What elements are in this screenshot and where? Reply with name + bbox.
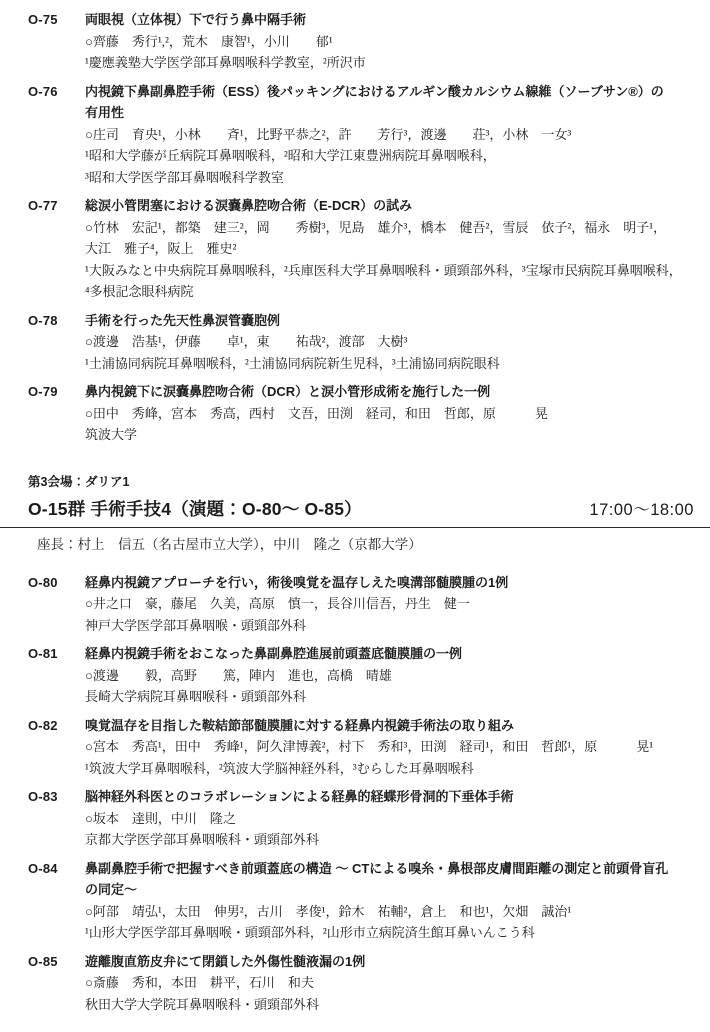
- session-time: 17:00～18:00: [589, 500, 694, 519]
- entry-number: O-83: [28, 789, 58, 804]
- entry-body: [85, 81, 694, 189]
- venue-note: 第3会場：ダリア1: [28, 474, 130, 489]
- entry-number: O-77: [28, 198, 58, 213]
- entry-affiliations-line: ³昭和大学医学部耳鼻咽喉科学教室: [85, 169, 284, 185]
- entry-authors-line: ○庄司 育央¹，小林 斉¹，比野平恭之²，許 芳行³，渡邊 荘³，小林 一女³: [85, 126, 572, 142]
- entry-number: O-84: [28, 860, 58, 876]
- entry-affiliations-line: 秋田大学大学院耳鼻咽喉科・頭頸部外科: [85, 996, 320, 1012]
- entry-title-line: の同定～: [85, 882, 138, 897]
- abstract-entry: [28, 643, 694, 708]
- entry-title-line: 内視鏡下鼻副鼻腔手術（ESS）後パッキングにおけるアルギン酸カルシウム線維（ソーブサン®）の: [85, 83, 664, 99]
- entry-title-line: 鼻副鼻腔手術で把握すべき前頭蓋底の構造 ～ CTによる嗅糸・鼻根部皮膚間距離の測定と前頭骨盲孔: [85, 860, 669, 876]
- entry-affiliations-line: ¹昭和大学藤が丘病院耳鼻咽喉科，²昭和大学江東豊洲病院耳鼻咽喉科，: [85, 148, 496, 163]
- entry-number: O-79: [28, 384, 58, 399]
- entry-title-line: 遊離腹直筋皮弁にて閉鎖した外傷性髄液漏の1例: [85, 953, 366, 969]
- entry-body: [85, 9, 694, 74]
- entry-number: O-85: [28, 953, 58, 969]
- entry-body: [85, 310, 694, 375]
- entry-body: [85, 951, 694, 1016]
- entry-title-line: 嗅覚温存を目指した鞍結節部髄膜腫に対する経鼻内視鏡手術法の取り組み: [85, 717, 515, 733]
- abstract-entry: [28, 381, 694, 446]
- entry-title-line: 手術を行った先天性鼻涙管嚢胞例: [85, 312, 281, 328]
- entry-title-line: 鼻内視鏡下に涙嚢鼻腔吻合術（DCR）と涙小管形成術を施行した一例: [85, 384, 491, 399]
- entry-authors-line: ○渡邊 毅，高野 篤，陣内 進也，高橋 晴雄: [85, 667, 392, 683]
- session-chairs: 座長：村上 信五（名古屋市立大学），中川 隆之（京都大学）: [37, 536, 422, 552]
- entry-body: [85, 715, 694, 780]
- entry-affiliations-line: ¹慶應義塾大学医学部耳鼻咽喉科学教室，²所沢市: [85, 55, 366, 70]
- entry-number: O-78: [28, 312, 58, 328]
- entry-affiliations-line: ¹大阪みなと中央病院耳鼻咽喉科，²兵庫医科大学耳鼻咽喉科・頭頸部外科，³宝塚市民病院耳鼻咽喉科，: [85, 262, 682, 278]
- entry-title-line: 有用性: [85, 105, 125, 120]
- entries-section-top: [28, 9, 694, 446]
- entry-body: [85, 572, 694, 637]
- entry-body: [85, 195, 694, 303]
- entry-body: [85, 643, 694, 708]
- entry-number: O-81: [28, 646, 58, 661]
- session-title: O-15群 手術手技4（演題：O-80～ O-85）: [28, 498, 362, 519]
- entry-authors-line: ○田中 秀峰，宮本 秀高，西村 文吾，田渕 経司，和田 哲郎，原 晃: [85, 405, 548, 421]
- entry-authors-line: ○竹林 宏記¹，都築 建三²，岡 秀樹³，児島 雄介³，橋本 健吾²，雪辰 依子²，福永 明子¹，: [85, 219, 667, 235]
- abstract-entry: [28, 195, 694, 303]
- abstract-entry: [28, 9, 694, 74]
- entry-number: O-75: [28, 12, 58, 27]
- entry-affiliations-line: ¹山形大学医学部耳鼻咽喉・頭頸部外科，²山形市立病院済生館耳鼻いんこう科: [85, 925, 535, 940]
- entry-affiliations-line: ¹筑波大学耳鼻咽喉科，²筑波大学脳神経外科，³むらした耳鼻咽喉科: [85, 760, 474, 776]
- entry-body: [85, 858, 694, 944]
- entry-authors-line: ○渡邊 浩基¹，伊藤 卓¹，東 祐哉²，渡部 大樹³: [85, 334, 408, 349]
- entry-affiliations-line: 長崎大学病院耳鼻咽喉科・頭頸部外科: [85, 689, 307, 704]
- entry-affiliations-line: 神戸大学医学部耳鼻咽喉・頭頸部外科: [85, 617, 307, 633]
- entry-authors-line: ○阿部 靖弘¹，太田 伸男²，古川 孝俊¹，鈴木 祐輔²，倉上 和也¹，欠畑 誠治¹: [85, 903, 572, 919]
- abstract-entry: [28, 715, 694, 780]
- entry-authors-line: ○井之口 豪，藤尾 久美，高原 慎一，長谷川信吾，丹生 健一: [85, 596, 470, 611]
- entry-authors-line: ○斎藤 秀和，本田 耕平，石川 和夫: [85, 975, 314, 990]
- entry-title-line: 総涙小管閉塞における涙嚢鼻腔吻合術（E-DCR）の試み: [85, 198, 413, 213]
- session-header-block: [28, 473, 694, 555]
- entry-body: [85, 381, 694, 446]
- abstract-entry: [28, 858, 694, 944]
- abstract-entry: [28, 81, 694, 189]
- entry-affiliations-line: 筑波大学: [85, 427, 138, 442]
- entry-affiliations-line: ⁴多根記念眼科病院: [85, 284, 194, 299]
- entry-authors-line: 大江 雅子⁴，阪上 雅史²: [85, 241, 237, 256]
- entry-affiliations-line: ¹土浦協同病院耳鼻咽喉科，²土浦協同病院新生児科，³土浦協同病院眼科: [85, 355, 500, 371]
- abstract-entry: [28, 572, 694, 637]
- entry-title-line: 経鼻内視鏡アプローチを行い，術後嗅覚を温存しえた嗅溝部髄膜腫の1例: [85, 574, 509, 590]
- entry-authors-line: ○宮本 秀高¹，田中 秀峰¹，阿久津博義²，村下 秀和³，田渕 経司¹，和田 哲郎¹，原 晃¹: [85, 739, 654, 754]
- entry-affiliations-line: 京都大学医学部耳鼻咽喉科・頭頸部外科: [85, 832, 320, 847]
- entries-section-bottom: [28, 572, 694, 1016]
- entry-authors-line: ○齊藤 秀行¹,²，荒木 康智¹，小川 郁¹: [85, 33, 333, 49]
- entry-title-line: 両眼視（立体視）下で行う鼻中隔手術: [85, 12, 307, 27]
- session-title-row: [28, 496, 694, 521]
- entry-title-line: 経鼻内視鏡手術をおこなった鼻副鼻腔進展前頭蓋底髄膜腫の一例: [85, 646, 463, 661]
- entry-body: [85, 786, 694, 851]
- entry-number: O-80: [28, 574, 58, 590]
- abstract-entry: [28, 951, 694, 1016]
- abstract-entry: [28, 310, 694, 375]
- session-divider: [0, 527, 710, 528]
- abstract-entry: [28, 786, 694, 851]
- entry-number: O-76: [28, 83, 58, 99]
- entry-number: O-82: [28, 717, 58, 733]
- entry-authors-line: ○坂本 達則，中川 隆之: [85, 810, 236, 826]
- entry-title-line: 脳神経外科医とのコラボレーションによる経鼻的経蝶形骨洞的下垂体手術: [85, 789, 514, 804]
